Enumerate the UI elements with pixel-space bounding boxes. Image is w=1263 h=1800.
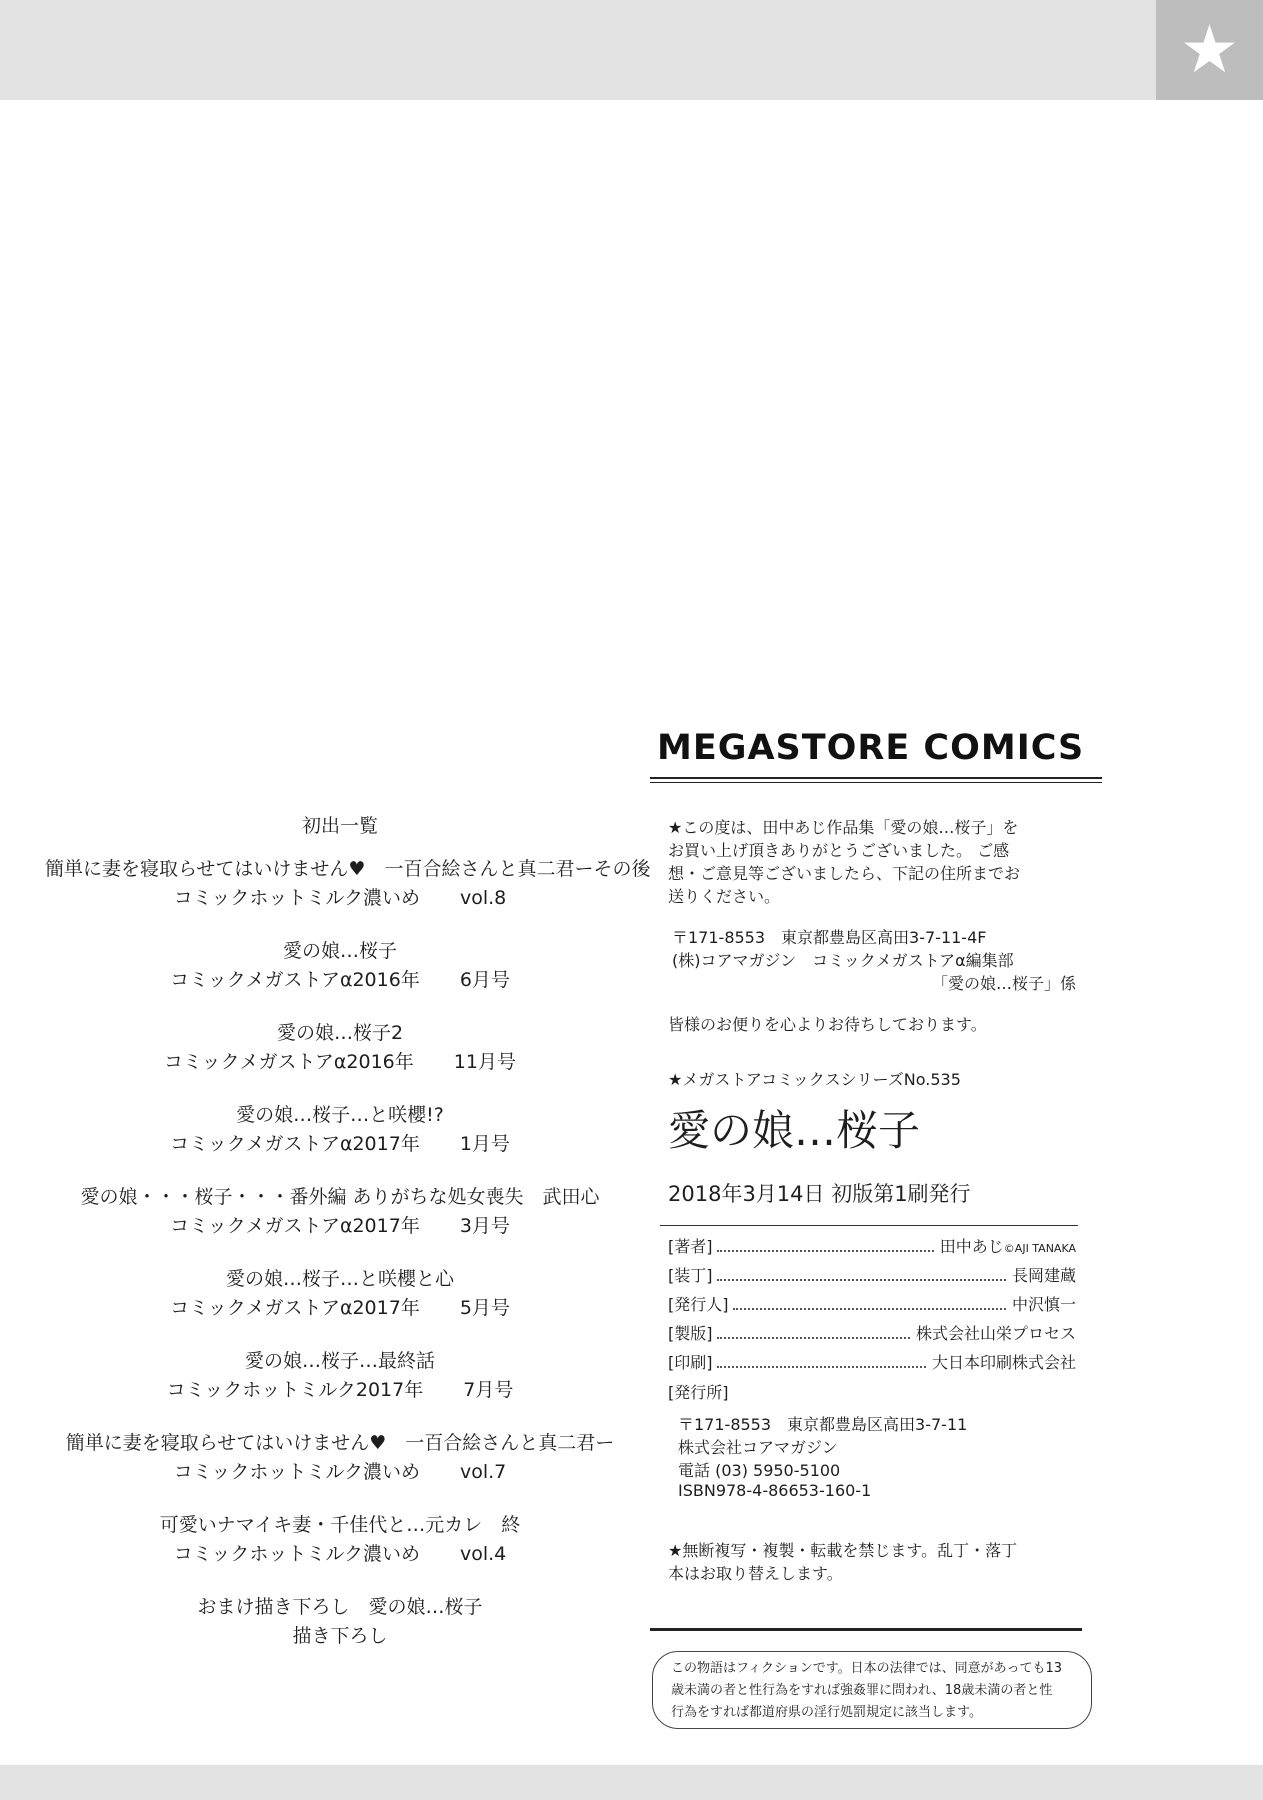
credit-role: [印刷] [668, 1353, 713, 1372]
credit-name [932, 1350, 1076, 1373]
issue-number: 6月号 [459, 969, 510, 991]
publisher-name: 株式会社コアマガジン [678, 1438, 838, 1457]
story-title: 簡単に妻を寝取らせてはいけません♥ 一百合絵さんと真二君ーその後 [45, 858, 651, 880]
thank-you-paragraph [668, 815, 1098, 907]
list-header: 初出一覧 [301, 815, 378, 837]
publisher-info [678, 1412, 1098, 1500]
credit-role: [装丁] [668, 1266, 713, 1285]
magazine-name: コミックメガストアα2016年 [164, 1051, 414, 1073]
credit-row [668, 1350, 1076, 1379]
source-line [45, 966, 635, 995]
issue-number: 5月号 [459, 1297, 510, 1319]
list-item [45, 1593, 635, 1651]
story-title: 愛の娘…桜子 [282, 940, 397, 962]
source-line [45, 1376, 635, 1405]
first-appearance-list [45, 812, 651, 1675]
address-line: (株)コアマガジン コミックメガストアα編集部 [672, 951, 1014, 970]
credit-row [668, 1321, 1076, 1350]
book-title: 愛の娘…桜子 [668, 1106, 921, 1155]
text-line: お買い上げ頂きありがとうございました。 ご感 [668, 841, 1010, 860]
credit-value: 田中あじ [939, 1237, 1004, 1256]
bottom-margin-band [0, 1765, 1263, 1800]
credit-role: [著者] [668, 1237, 713, 1256]
copyright-notice [668, 1538, 1088, 1584]
series-number: ★メガストアコミックスシリーズNo.535 [668, 1070, 961, 1089]
credit-row [668, 1263, 1076, 1292]
source-line [45, 884, 635, 913]
magazine-name: コミックホットミルク濃いめ [173, 887, 420, 909]
credit-value: 中沢慎一 [1011, 1295, 1076, 1314]
leader-dots [733, 1308, 1006, 1310]
list-item [45, 1183, 635, 1241]
isbn: ISBN978-4-86653-160-1 [678, 1481, 872, 1500]
credit-role: [製版] [668, 1324, 713, 1343]
magazine-name: コミックホットミルク2017年 [166, 1379, 424, 1401]
publication-date: 2018年3月14日 初版第1刷発行 [668, 1182, 971, 1206]
story-title: 愛の娘…桜子…と咲櫻!? [236, 1104, 444, 1126]
credit-value: 長岡建蔵 [1011, 1266, 1076, 1285]
publisher-phone: 電話 (03) 5950-5100 [678, 1461, 841, 1480]
editorial-address [672, 925, 1082, 994]
issue-number: vol.8 [459, 887, 507, 909]
source-line [45, 1130, 635, 1159]
text-line: 本はお取り替えします。 [668, 1564, 843, 1583]
magazine-name: 描き下ろし [292, 1625, 388, 1647]
list-item [45, 1019, 635, 1077]
publisher-address: 〒171-8553 東京都豊島区高田3-7-11 [678, 1415, 968, 1434]
publisher-label: [発行所] [668, 1383, 729, 1402]
issue-number: 7月号 [463, 1379, 514, 1401]
leader-dots [717, 1279, 1006, 1281]
list-item [45, 1265, 635, 1323]
closing-line: 皆様のお便りを心よりお待ちしております。 [668, 1015, 987, 1034]
text-line: この物語はフィクションです。日本の法律では、同意があっても13 [671, 1661, 1063, 1676]
divider [650, 1628, 1082, 1631]
credit-row [668, 1234, 1076, 1263]
list-item [45, 1429, 635, 1487]
fiction-disclaimer-box [652, 1651, 1092, 1729]
magazine-name: コミックホットミルク濃いめ [173, 1461, 420, 1483]
address-line: 〒171-8553 東京都豊島区高田3-7-11-4F [672, 928, 987, 947]
copyright-mark: ©AJI TANAKA [1003, 1242, 1076, 1255]
star-icon: ★ [1179, 11, 1240, 88]
credit-role: [発行人] [668, 1295, 729, 1314]
source-line [45, 1458, 635, 1487]
brand-rule [650, 777, 1102, 783]
corner-tab [1156, 0, 1263, 100]
leader-dots [717, 1366, 926, 1368]
issue-number: 11月号 [453, 1051, 516, 1073]
list-item [45, 1511, 635, 1569]
story-title: 愛の娘…桜子…と咲櫻と心 [225, 1268, 454, 1290]
issue-number: 1月号 [459, 1133, 510, 1155]
text-line: 想・ご意見等ございましたら、下記の住所までお [668, 864, 1021, 883]
text-line: 行為をすれば都道府県の淫行処罰規定に該当します。 [671, 1705, 982, 1720]
issue-number: vol.4 [459, 1543, 507, 1565]
story-title: 簡単に妻を寝取らせてはいけません♥ 一百合絵さんと真二君ー [65, 1432, 615, 1454]
text-line: ★この度は、田中あじ作品集「愛の娘…桜子」を [668, 818, 1019, 837]
credit-row [668, 1292, 1076, 1321]
source-line [45, 1048, 635, 1077]
issue-number: vol.7 [459, 1461, 507, 1483]
credit-name [940, 1234, 1076, 1257]
magazine-name: コミックメガストアα2017年 [170, 1297, 420, 1319]
text-line: ★無断複写・複製・転載を禁じます。乱丁・落丁 [668, 1541, 1018, 1560]
story-title: 愛の娘…桜子2 [276, 1022, 404, 1044]
divider [660, 1225, 1078, 1226]
leader-dots [717, 1337, 910, 1339]
magazine-name: コミックホットミルク濃いめ [173, 1543, 420, 1565]
list-item [45, 1101, 635, 1159]
address-line: 「愛の娘…桜子」係 [931, 974, 1076, 993]
source-line [45, 1622, 635, 1651]
credit-value: 株式会社山栄プロセス [915, 1324, 1076, 1343]
source-line [45, 1212, 635, 1241]
magazine-name: コミックメガストアα2017年 [170, 1215, 420, 1237]
top-margin-band [0, 0, 1263, 100]
credit-value: 大日本印刷株式会社 [931, 1353, 1076, 1372]
credit-name [1012, 1263, 1076, 1286]
story-title: 愛の娘…桜子…最終話 [244, 1350, 435, 1372]
source-line [45, 1294, 635, 1323]
story-title: おまけ描き下ろし 愛の娘…桜子 [197, 1596, 483, 1618]
brand-logo: MEGASTORE COMICS [657, 728, 1085, 768]
credit-name [1012, 1292, 1076, 1315]
text-line: 送りください。 [668, 887, 781, 906]
story-title: 愛の娘・・・桜子・・・番外編 ありがちな処女喪失 武田心 [80, 1186, 600, 1208]
list-item [45, 855, 651, 913]
credits-list [668, 1234, 1076, 1379]
credit-name [916, 1321, 1076, 1344]
source-line [45, 1540, 635, 1569]
text-line: 歳未満の者と性行為をすれば強姦罪に問われ、18歳未満の者と性 [671, 1683, 1053, 1698]
list-item [45, 937, 635, 995]
magazine-name: コミックメガストアα2017年 [170, 1133, 420, 1155]
issue-number: 3月号 [459, 1215, 510, 1237]
story-title: 可愛いナマイキ妻・千佳代と…元カレ 終 [159, 1514, 521, 1536]
list-item [45, 1347, 635, 1405]
leader-dots [717, 1250, 934, 1252]
magazine-name: コミックメガストアα2016年 [170, 969, 420, 991]
